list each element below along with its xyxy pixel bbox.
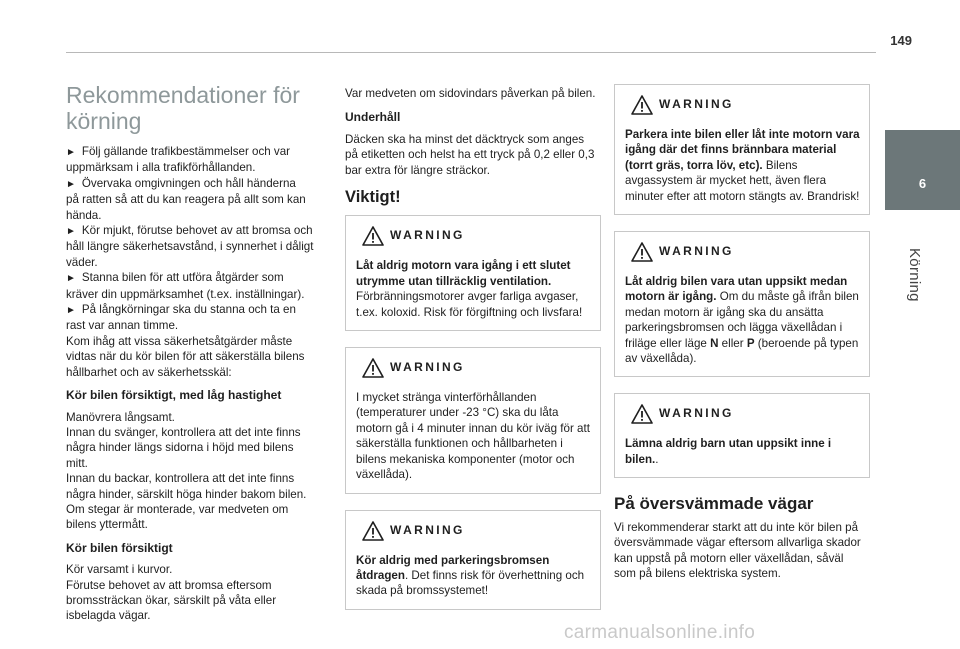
warning-header — [356, 226, 590, 248]
bullet-line — [66, 302, 322, 318]
bullet-line: kräver din uppmärksamhet (t.ex. inställningar). — [66, 287, 305, 301]
text-line: avgassystem är mycket hett, även flera — [625, 174, 827, 188]
text-line: Innan du svänger, kontrollera att det inte finns — [66, 425, 301, 439]
text-line: säkerställa funktionen och hållbarheten i — [356, 437, 563, 451]
warning-box — [345, 215, 601, 331]
text-line: Låt aldrig motorn vara igång i ett slutet — [356, 259, 571, 273]
warning-header — [625, 242, 859, 264]
bullet-line: uppmärksam i alla trafikförhållanden. — [66, 161, 256, 175]
page-number: 149 — [890, 33, 912, 48]
text-line: Manövrera långsamt. — [66, 410, 175, 424]
text-line: växellåda). — [356, 468, 413, 482]
bullet-line: hända. — [66, 208, 102, 222]
text-line: Vi rekommenderar starkt att du inte kör bilen på — [614, 520, 859, 534]
warning-box — [614, 84, 870, 215]
slow-driving-paragraph — [66, 410, 322, 533]
bullet-item — [66, 176, 322, 223]
intro-paragraph — [66, 334, 322, 380]
warning-title: WARNING — [659, 244, 734, 259]
text-line: som på bilens elektriska system. — [614, 566, 781, 580]
warning-box — [345, 510, 601, 610]
warning-triangle-icon — [631, 95, 653, 115]
bullet-line — [66, 144, 322, 160]
warning-box — [614, 393, 870, 478]
chapter-tab[interactable]: 6 — [885, 130, 960, 210]
bold-text: åtdragen — [356, 568, 405, 582]
bullet-text: Övervaka omgivningen och håll händerna — [81, 176, 296, 190]
careful-driving-paragraph — [66, 562, 322, 624]
warning-triangle-icon — [631, 404, 653, 424]
bold-text: bilen. — [625, 452, 656, 466]
text-line: Innan du backar, kontrollera att det inte finns — [66, 472, 295, 486]
text-line: Kom ihåg att vissa säkerhetsåtgärder måste — [66, 334, 293, 348]
subheading-slow-driving: Kör bilen försiktigt, med låg hastighet — [66, 388, 282, 403]
text-run: eller — [718, 336, 747, 350]
text-line: skada på bromssystemet! — [356, 584, 489, 598]
bullet-text: På långkörningar ska du stanna och ta en — [81, 303, 296, 317]
text-run: Om du måste gå ifrån bilen — [716, 290, 859, 304]
text-line: medan motorn är igång ska du ansätta — [625, 305, 824, 319]
text-line: Var medveten om sidovindars påverkan på bilen. — [345, 87, 596, 100]
text-line: bilens yttermått. — [66, 518, 148, 532]
warning-triangle-icon — [631, 242, 653, 262]
bullet-line: på ratten så att du kan reagera på allt som kan — [66, 193, 306, 207]
bullet-item — [66, 144, 322, 176]
bullet-item — [66, 270, 322, 302]
text-line: utrymme utan tillräcklig ventilation. — [356, 274, 552, 288]
flooded-roads-paragraph — [614, 520, 870, 582]
section-title — [66, 82, 322, 134]
text-line — [625, 452, 859, 467]
warning-title: WARNING — [659, 97, 734, 111]
important-heading: Viktigt! — [345, 188, 401, 207]
text-line: bromssträckan ökar, särskilt på våta eller — [66, 593, 277, 607]
warning-title: WARNING — [390, 228, 465, 243]
text-run: (beroende på typen — [754, 336, 859, 350]
text-line: Kör varsamt i kurvor. — [66, 563, 173, 577]
text-line: några hinder längs sidorna i höjd med bilens — [66, 441, 294, 455]
text-line: Låt aldrig bilen vara utan uppsikt medan — [625, 275, 848, 289]
flooded-roads-heading: På översvämmade vägar — [614, 494, 814, 514]
text-line: (temperaturer under -23 °C) ska du låta — [356, 406, 559, 420]
bullet-line: väder. — [66, 255, 98, 269]
top-divider — [66, 52, 876, 53]
middle-column — [345, 82, 601, 626]
bullet-line — [66, 176, 322, 192]
bullet-item — [66, 223, 322, 270]
bullet-arrow-icon: ► — [66, 305, 76, 317]
crosswind-paragraph — [345, 86, 601, 101]
text-run: friläge eller läge — [625, 336, 711, 350]
bullet-line: rast var annan timme. — [66, 319, 179, 333]
bullet-item — [66, 302, 322, 334]
text-line: bar extra för längre sträckor. — [345, 163, 490, 177]
bold-text: (torrt gräs, torra löv, etc). — [625, 158, 763, 172]
text-run: . — [655, 452, 659, 466]
watermark: carmanualsonline.info — [564, 622, 756, 643]
text-line: minuter efter att motorn stängts av. Brandrisk! — [625, 189, 860, 203]
text-line: hållbarhet och av säkerhetsskäl: — [66, 365, 232, 379]
subheading-maintenance: Underhåll — [345, 110, 401, 125]
text-line: bilens mekaniska komponenter (motor och — [356, 452, 575, 466]
warning-header — [356, 521, 590, 543]
text-line: parkeringsbromsen och lägga växellådan i — [625, 321, 843, 335]
text-run: Bilens — [762, 158, 798, 172]
warning-box — [345, 347, 601, 493]
text-line — [625, 336, 859, 351]
warning-triangle-icon — [362, 521, 384, 541]
text-line: kan uppstå på motorn eller växellådan, såväl — [614, 551, 844, 565]
text-line: mitt. — [66, 456, 88, 470]
warning-header — [625, 404, 859, 426]
bullet-line — [66, 270, 322, 286]
text-line: igång där det finns brännbara material — [625, 143, 837, 157]
text-line: Förutse behovet av att bromsa eftersom — [66, 578, 272, 592]
maintenance-paragraph — [345, 132, 601, 178]
text-line: översvämmade vägar eftersom allvarliga skador — [614, 536, 861, 550]
text-line — [356, 568, 590, 583]
bullet-line — [66, 223, 322, 239]
text-line: vidtas när du kör bilen för att säkerställa bilens — [66, 350, 305, 364]
subheading-careful-driving: Kör bilen försiktigt — [66, 540, 173, 555]
bullet-arrow-icon: ► — [66, 147, 76, 158]
text-line: Däcken ska ha minst det däcktryck som anges — [345, 132, 585, 146]
text-line: på etiketten och helst ha ett tryck på 0,2 eller 0,3 — [345, 148, 595, 162]
text-line: t.ex. koloxid. Risk för förgiftning och livsfara! — [356, 305, 583, 319]
text-run: . Det finns risk för överhettning och — [404, 568, 585, 582]
warning-title: WARNING — [390, 522, 465, 537]
text-line: isbelagda vägar. — [66, 609, 151, 623]
text-line: några hinder, särskilt höga hinder bakom bilen. — [66, 487, 307, 501]
bullet-text: Kör mjukt, förutse behovet av att bromsa och — [81, 224, 313, 238]
text-line: av växellåda). — [625, 352, 697, 366]
chapter-title: Körning — [906, 248, 923, 302]
section-title-line: Rekommendationer för — [66, 82, 300, 108]
text-line: Förbränningsmotorer avger farliga avgaser, — [356, 290, 579, 304]
left-column — [66, 82, 322, 624]
text-line: Lämna aldrig barn utan uppsikt inne i — [625, 437, 832, 451]
bullet-arrow-icon: ► — [66, 273, 76, 285]
section-title-line: körning — [66, 108, 142, 134]
bold-text: motorn är igång. — [625, 290, 717, 304]
text-line — [625, 158, 859, 173]
bullet-arrow-icon: ► — [66, 178, 76, 190]
gear-n-label: N — [710, 336, 719, 350]
text-line: Parkera inte bilen eller låt inte motorn vara — [625, 128, 860, 141]
text-line: motorn gå i 4 minuter innan du kör iväg för att — [356, 421, 590, 435]
warning-header — [356, 358, 590, 380]
warning-triangle-icon — [362, 358, 384, 378]
text-line: Om stegar är monterade, var medveten om — [66, 502, 289, 516]
text-line — [625, 289, 859, 304]
gear-p-label: P — [746, 336, 755, 350]
bullet-text: Följ gällande trafikbestämmelser och var — [81, 145, 291, 158]
bullet-line: håll längre säkerhetsavstånd, i synnerhet i dåligt — [66, 240, 314, 254]
warning-box — [614, 231, 870, 377]
bullet-text: Stanna bilen för att utföra åtgärder som — [81, 271, 284, 285]
text-line: Kör aldrig med parkeringsbromsen — [356, 553, 550, 567]
text-line: I mycket stränga vinterförhållanden — [356, 391, 537, 405]
warning-title: WARNING — [659, 406, 734, 421]
warning-title: WARNING — [390, 360, 465, 375]
right-column — [614, 84, 870, 581]
warning-triangle-icon — [362, 226, 384, 246]
bullet-arrow-icon: ► — [66, 226, 76, 238]
warning-header — [625, 95, 859, 117]
